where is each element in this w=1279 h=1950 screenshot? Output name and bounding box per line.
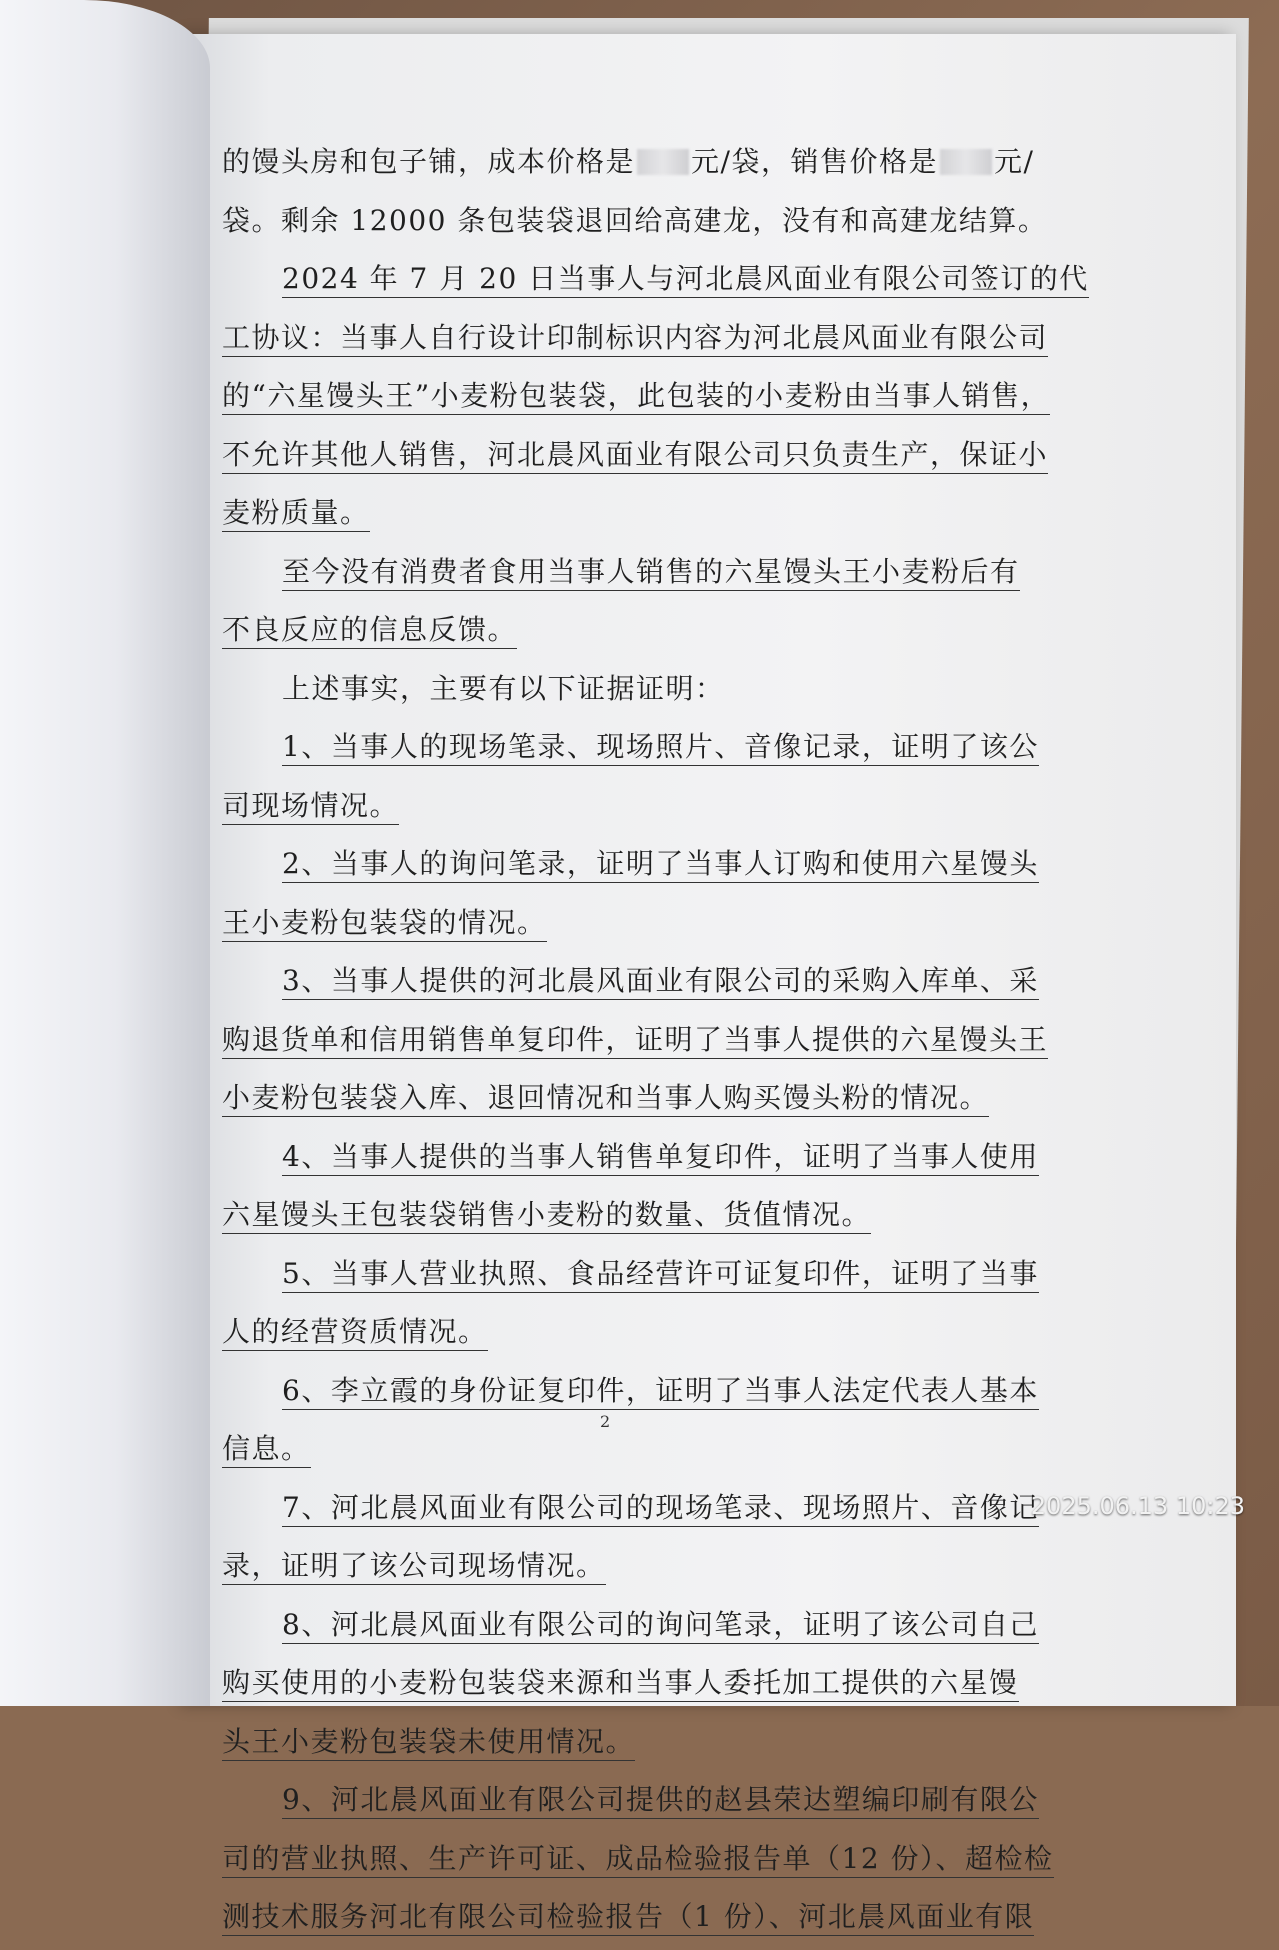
doc-line: 上述事实，主要有以下证据证明：	[282, 671, 725, 705]
left-page-curl	[0, 0, 210, 1706]
doc-line: 工协议：当事人自行设计印制标识内容为河北晨风面业有限公司	[222, 312, 1022, 371]
doc-line: 袋。剩余 12000 条包装袋退回给高建龙，没有和高建龙结算。	[222, 203, 1048, 237]
doc-line: 不允许其他人销售，河北晨风面业有限公司只负责生产，保证小	[222, 429, 1022, 488]
doc-line: 2024 年 7 月 20 日当事人与河北晨风面业有限公司签订的代	[222, 253, 1022, 312]
doc-line: 的馒头房和包子铺，成本价格是 元/袋，销售价格是 元/	[222, 145, 1035, 178]
doc-line: 信息。	[222, 1423, 1022, 1482]
doc-line: 不良反应的信息反馈。	[222, 604, 1022, 663]
doc-line: 至今没有消费者食用当事人销售的六星馒头王小麦粉后有	[222, 546, 1022, 605]
doc-line: 司的营业执照、生产许可证、成品检验报告单（12 份）、超检检	[222, 1833, 1022, 1892]
doc-line: 7、河北晨风面业有限公司的现场笔录、现场照片、音像记	[222, 1482, 1022, 1541]
doc-line: 的“六星馒头王”小麦粉包装袋，此包装的小麦粉由当事人销售，	[222, 370, 1022, 429]
photo-timestamp: 2025.06.13 10:23	[1030, 1492, 1245, 1520]
doc-line: 小麦粉包装袋入库、退回情况和当事人购买馒头粉的情况。	[222, 1072, 1022, 1131]
doc-line: 人的经营资质情况。	[222, 1306, 1022, 1365]
doc-line: 3、当事人提供的河北晨风面业有限公司的采购入库单、采	[222, 955, 1022, 1014]
doc-line: 测技术服务河北有限公司检验报告（1 份）、河北晨风面业有限	[222, 1891, 1022, 1950]
doc-line: 录，证明了该公司现场情况。	[222, 1540, 1022, 1599]
doc-line: 2、当事人的询问笔录，证明了当事人订购和使用六星馒头	[222, 838, 1022, 897]
document-body	[222, 136, 1089, 1950]
doc-line: 头王小麦粉包装袋未使用情况。	[222, 1716, 1022, 1775]
doc-line: 购买使用的小麦粉包装袋来源和当事人委托加工提供的六星馒	[222, 1657, 1022, 1716]
doc-line: 4、当事人提供的当事人销售单复印件，证明了当事人使用	[222, 1131, 1022, 1190]
doc-line: 1、当事人的现场笔录、现场照片、音像记录，证明了该公	[222, 721, 1022, 780]
redacted-value	[637, 149, 689, 175]
doc-line: 麦粉质量。	[222, 487, 1022, 546]
doc-line: 9、河北晨风面业有限公司提供的赵县荣达塑编印刷有限公	[222, 1774, 1022, 1833]
doc-line: 王小麦粉包装袋的情况。	[222, 897, 1022, 956]
doc-line: 5、当事人营业执照、食品经营许可证复印件，证明了当事	[222, 1248, 1022, 1307]
redacted-value	[940, 149, 992, 175]
doc-line: 六星馒头王包装袋销售小麦粉的数量、货值情况。	[222, 1189, 1022, 1248]
doc-line: 8、河北晨风面业有限公司的询问笔录，证明了该公司自己	[222, 1599, 1022, 1658]
doc-line: 6、李立霞的身份证复印件，证明了当事人法定代表人基本	[222, 1365, 1022, 1424]
doc-line: 购退货单和信用销售单复印件，证明了当事人提供的六星馒头王	[222, 1014, 1022, 1073]
page-number: 2	[600, 1412, 611, 1431]
doc-line: 司现场情况。	[222, 780, 1022, 839]
